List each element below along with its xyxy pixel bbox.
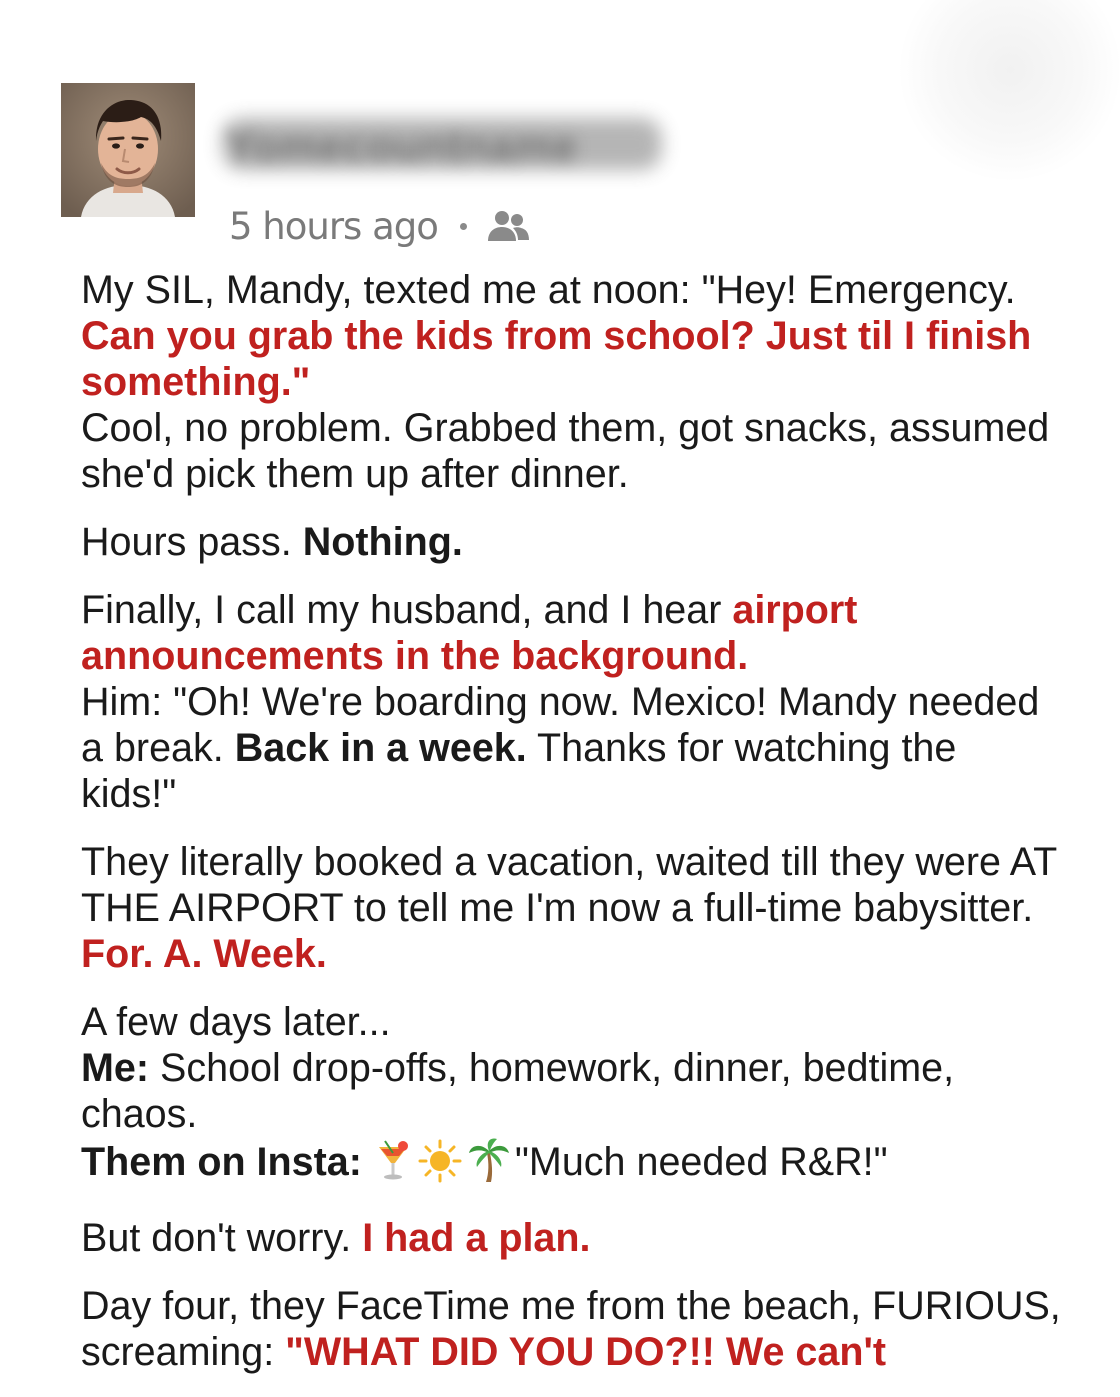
friends-icon[interactable] bbox=[485, 209, 531, 243]
text: Day four, they FaceTime me from the beach, FURIOUS, screaming: bbox=[81, 1284, 1061, 1374]
paragraph-7 bbox=[81, 1283, 1061, 1375]
avatar[interactable] bbox=[61, 83, 195, 217]
highlight: airport announcements in the background. bbox=[81, 588, 858, 678]
author-name[interactable]: Yomecountname bbox=[226, 122, 578, 171]
paragraph-2 bbox=[81, 519, 1061, 565]
paragraph-4 bbox=[81, 839, 1061, 977]
bold-text: Me: bbox=[81, 1046, 150, 1090]
highlight: For. A. Week. bbox=[81, 932, 327, 976]
text: Cool, no problem. Grabbed them, got snacks, assumed she'd pick them up after dinner. bbox=[81, 406, 1050, 496]
paragraph-5 bbox=[81, 999, 1061, 1193]
text: Hours pass. bbox=[81, 520, 303, 564]
corner-glow bbox=[900, 0, 1120, 180]
post-body bbox=[81, 267, 1061, 1397]
highlight: "WHAT DID YOU DO?!! We can't bbox=[285, 1330, 887, 1374]
avatar-photo bbox=[61, 83, 195, 217]
paragraph-6 bbox=[81, 1215, 1061, 1261]
text: Finally, I call my husband, and I hear bbox=[81, 588, 733, 632]
bold-text: Back in a week. bbox=[234, 726, 527, 770]
text: School drop-offs, homework, dinner, bedtime, chaos. bbox=[81, 1046, 955, 1136]
palm-tree-icon bbox=[467, 1137, 511, 1193]
text: My SIL, Mandy, texted me at noon: "Hey! Emergency. bbox=[81, 268, 1016, 312]
post-meta bbox=[229, 204, 531, 248]
text: "Much needed R&R!" bbox=[514, 1140, 888, 1184]
timestamp[interactable]: 5 hours ago bbox=[229, 204, 438, 248]
separator-dot bbox=[460, 223, 467, 230]
text: They literally booked a vacation, waited till they were AT THE AIRPORT to tell me I'm now a full-time babysitter. bbox=[81, 840, 1057, 930]
sun-icon bbox=[417, 1139, 463, 1193]
text: But don't worry. bbox=[81, 1216, 363, 1260]
highlight: I had a plan. bbox=[362, 1216, 591, 1260]
cocktail-icon bbox=[373, 1139, 413, 1193]
text: Thanks for watching the kids!" bbox=[81, 726, 957, 816]
text: A few days later... bbox=[81, 1000, 391, 1044]
bold-text: Them on Insta: bbox=[81, 1140, 362, 1184]
paragraph-3 bbox=[81, 587, 1061, 817]
text: Him: "Oh! We're boarding now. Mexico! Mandy needed a break. bbox=[81, 680, 1040, 770]
paragraph-1 bbox=[81, 267, 1061, 497]
highlight: Can you grab the kids from school? Just til I finish something." bbox=[81, 314, 1032, 404]
bold-text: Nothing. bbox=[302, 520, 463, 564]
